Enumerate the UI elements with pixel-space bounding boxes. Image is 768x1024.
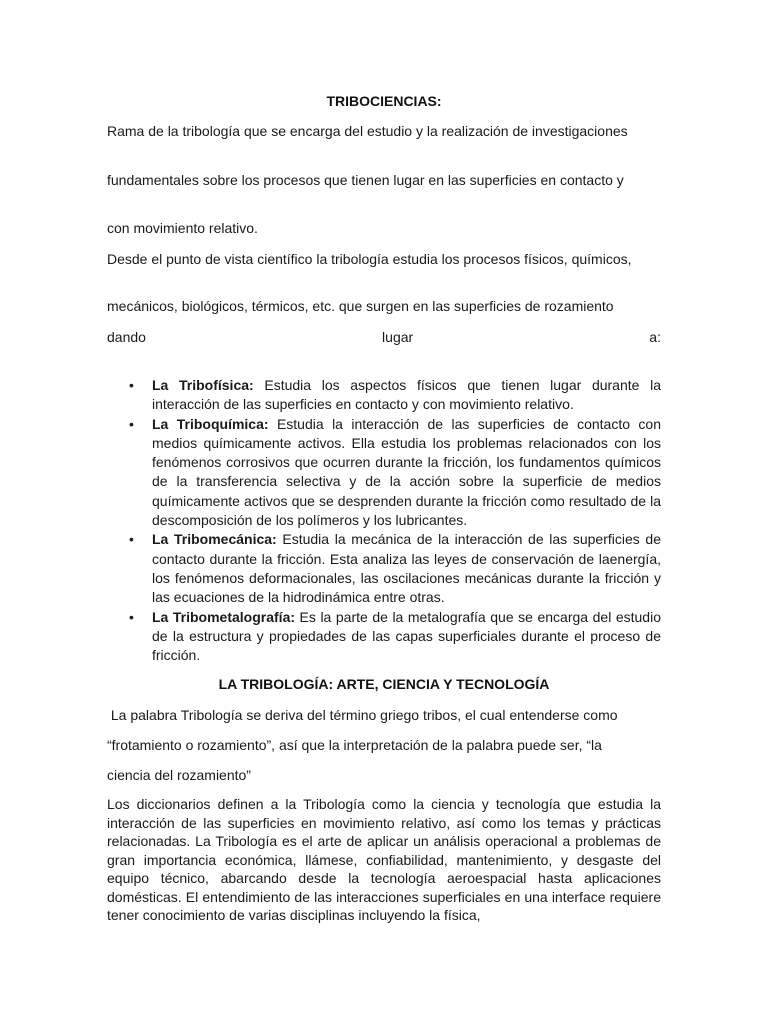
intro-paragraph-6 [107, 328, 661, 346]
bullet-icon: • [129, 377, 134, 393]
section-paragraph-2: “frotamiento o rozamiento”, así que la interpretación de la palabra puede ser, “la [107, 737, 602, 753]
section-paragraph-1: La palabra Tribología se deriva del término griego tribos, el cual entenderse como [107, 707, 618, 723]
intro-paragraph-4: Desde el punto de vista científico la tribología estudia los procesos físicos, químicos, [107, 251, 632, 267]
list-item [107, 608, 661, 666]
intro-word-a: a: [649, 329, 661, 345]
section-heading: LA TRIBOLOGÍA: ARTE, CIENCIA Y TECNOLOGÍA [218, 676, 550, 692]
list-item-text: Estudia la mecánica de la interacción de las superficies de contacto durante la fricción. Esta analiza las leyes de conservación de laenergía, los fenómenos deformacionales, las oscilaciones mecánicas durante la fricción y las ecuaciones de la hidrodinámica entre otras. [152, 531, 661, 606]
intro-paragraph-1: Rama de la tribología que se encarga del estudio y la realización de investigaciones [107, 123, 628, 139]
list-item-term: La Tribofísica: [152, 377, 254, 393]
tribosciences-list [107, 376, 661, 665]
list-item-text: Estudia la interacción de las superficies de contacto con medios químicamente activos. Ella estudia los problemas relacionados con los fenómenos corrosivos que ocurren durante la fricción, los fundamentos químicos de la transferencia selectiva y de la acción sobre la superficie de medios químicamente activos que se desprenden durante la fricción como resultado de la descomposición de los polímeros y los lubricantes. [152, 415, 662, 529]
list-item [107, 376, 661, 415]
section-paragraph-3: ciencia del rozamiento” [107, 767, 251, 783]
list-item [107, 415, 661, 531]
page-title: TRIBOCIENCIAS: [326, 93, 442, 109]
intro-paragraph-3: con movimiento relativo. [107, 220, 258, 236]
bullet-icon: • [129, 608, 134, 625]
intro-word-lugar: lugar [382, 329, 414, 345]
section-paragraph-4: Los diccionarios definen a la Tribología como la ciencia y tecnología que estudia la interacción de las superficies en movimiento relativo, así como los temas y prácticas relacionadas. La Tribología es el arte de aplicar un análisis operacional a problemas de gran importancia económica, llámese, confiabilidad, mantenimiento, y desgaste del equipo técnico, abarcando desde la tecnología aeroespacial hasta aplicaciones domésticas. El entendimiento de las interacciones superficiales en una interface requiere tener conocimiento de varias disciplinas incluyendo la física, [107, 796, 661, 923]
intro-paragraph-5: mecánicos, biológicos, térmicos, etc. que surgen en las superficies de rozamiento [107, 298, 614, 314]
list-item [107, 530, 661, 607]
intro-paragraph-2: fundamentales sobre los procesos que tienen lugar en las superficies en contacto y [107, 172, 624, 188]
bullet-icon: • [129, 531, 134, 548]
list-item-text: Estudia los aspectos físicos que tienen lugar durante la interacción de las superficies en contacto y con movimiento relativo. [152, 377, 661, 413]
bullet-icon: • [129, 415, 134, 432]
list-item-term: La Tribometalografía: [152, 608, 296, 625]
intro-word-dando: dando [107, 329, 146, 345]
list-item-term: La Tribomecánica: [152, 531, 277, 548]
list-item-text: Es la parte de la metalografía que se encarga del estudio de la estructura y propiedades de las capas superficiales durante el proceso de fricción. [152, 608, 661, 664]
list-item-term: La Triboquímica: [152, 415, 269, 432]
